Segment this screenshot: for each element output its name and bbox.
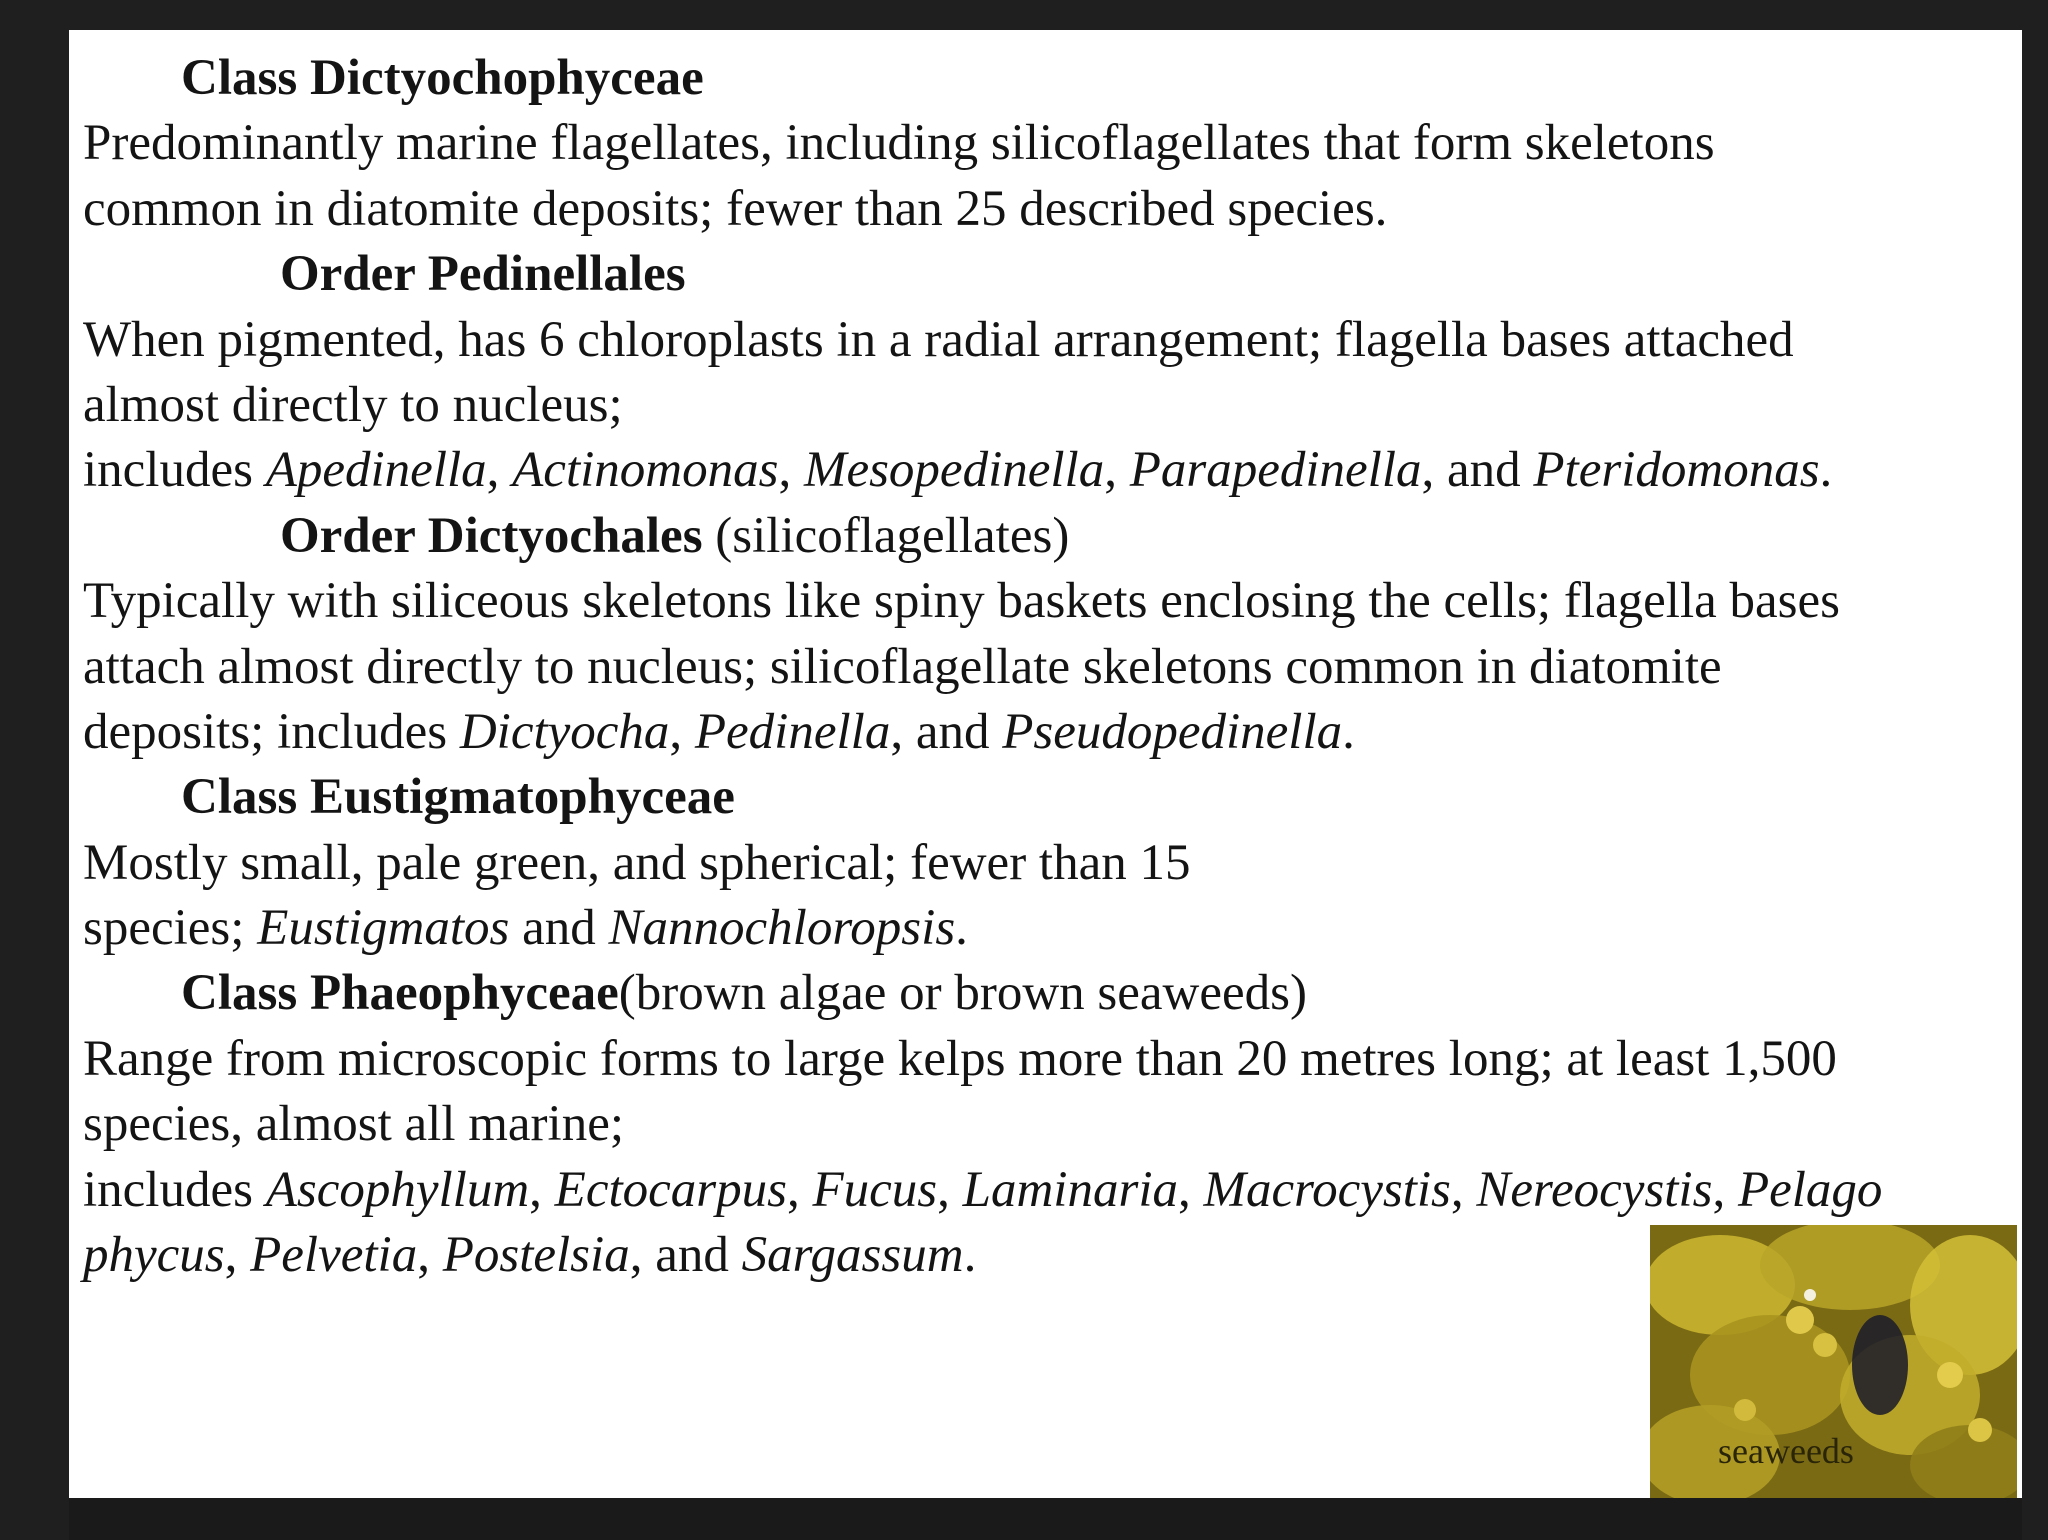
dark-gap — [1852, 1315, 1908, 1415]
class-subtitle: (brown algae or brown seaweeds) — [618, 965, 1307, 1022]
text-fragment: . — [1819, 442, 1833, 499]
genus-name: Eustigmatos — [257, 900, 510, 957]
genus-name: Pseudopedinella — [1002, 703, 1343, 760]
text-fragment: , — [417, 1227, 443, 1284]
genera-list-line — [83, 1158, 2018, 1223]
order-title: Order Pedinellales — [280, 246, 686, 303]
paragraph-line: Mostly small, pale green, and spherical; fewer than 15 — [83, 834, 1191, 891]
text-fragment: . — [1342, 703, 1355, 760]
text-fragment: , and — [1421, 442, 1534, 499]
paragraph-line: Range from microscopic forms to large kelps more than 20 metres long; at least 1,500 — [83, 1030, 1837, 1087]
text-fragment: includes — [83, 442, 266, 499]
air-bladder — [1786, 1306, 1814, 1334]
genera-list-line — [83, 700, 2018, 765]
genus-name: Parapedinella — [1129, 442, 1422, 499]
text-fragment: . — [955, 900, 968, 957]
genus-name: Pteridomonas — [1533, 442, 1820, 499]
text-fragment: , — [1178, 1161, 1204, 1218]
order-dictyochales-heading — [83, 504, 2018, 569]
text-fragment: , — [778, 442, 804, 499]
text-fragment: , — [669, 703, 695, 760]
bottom-bar — [69, 1498, 2022, 1540]
genus-name: Fucus — [812, 1161, 938, 1218]
text-fragment: includes — [83, 1161, 266, 1218]
genus-name: Pedinella — [694, 703, 891, 760]
paragraph-line: attach almost directly to nucleus; silicoflagellate skeletons common in diatomite — [83, 638, 1722, 695]
seaweed-photo — [1650, 1225, 2017, 1498]
order-subtitle: (silicoflagellates) — [702, 507, 1070, 564]
air-bladder — [1813, 1333, 1837, 1357]
paragraph-line: almost directly to nucleus; — [83, 376, 623, 433]
genus-name: Apedinella — [265, 442, 487, 499]
text-fragment: , — [1104, 442, 1130, 499]
text-fragment: and — [509, 900, 609, 957]
genus-name: Pelago — [1737, 1161, 1883, 1218]
paragraph-line: When pigmented, has 6 chloroplasts in a radial arrangement; flagella bases attached — [83, 311, 1794, 368]
genus-name: Nannochloropsis — [608, 900, 956, 957]
paragraph-line: Typically with siliceous skeletons like spiny baskets enclosing the cells; flagella bases — [83, 573, 1840, 630]
text-fragment: , and — [629, 1227, 742, 1284]
text-fragment: , — [529, 1161, 555, 1218]
highlight — [1804, 1289, 1816, 1301]
genus-name: Macrocystis — [1203, 1161, 1451, 1218]
genus-name: Ectocarpus — [554, 1161, 787, 1218]
photo-caption: seaweeds — [1718, 1431, 1854, 1471]
slide-text — [83, 46, 2018, 1288]
text-fragment: , — [486, 442, 513, 499]
class-title: Class Phaeophyceae — [181, 965, 619, 1022]
air-bladder — [1937, 1362, 1963, 1388]
text-fragment: species; — [83, 900, 258, 957]
class-eustigmatophyceae-heading — [83, 765, 2018, 830]
order-title: Order Dictyochales — [280, 507, 703, 564]
genus-name: Mesopedinella — [803, 442, 1105, 499]
text-fragment: , — [224, 1227, 251, 1284]
genera-list-line — [83, 896, 2018, 961]
genus-name: Laminaria — [962, 1161, 1178, 1218]
text-fragment: deposits; includes — [83, 703, 460, 760]
text-fragment: . — [963, 1227, 977, 1284]
genus-name: Pelvetia — [250, 1227, 418, 1284]
text-fragment: , — [937, 1161, 963, 1218]
class-dictyochophyceae-heading — [83, 46, 2018, 111]
paragraph-line: common in diatomite deposits; fewer than 25 described species. — [83, 180, 1388, 237]
genus-name: Ascophyllum — [265, 1161, 530, 1218]
text-fragment: , — [1712, 1161, 1738, 1218]
genus-name: Postelsia — [442, 1227, 630, 1284]
paragraph-line: species, almost all marine; — [83, 1096, 625, 1153]
text-fragment: , — [1450, 1161, 1477, 1218]
air-bladder — [1968, 1418, 1992, 1442]
air-bladder — [1734, 1399, 1756, 1421]
genus-name: phycus — [83, 1227, 225, 1284]
genera-list-line — [83, 438, 2018, 503]
genus-name: Actinomonas — [512, 442, 779, 499]
class-phaeophyceae-heading — [83, 961, 2018, 1026]
genus-name: Nereocystis — [1476, 1161, 1713, 1218]
text-fragment: , — [786, 1161, 813, 1218]
genus-name: Sargassum — [741, 1227, 964, 1284]
class-title: Class Dictyochophyceae — [181, 50, 704, 106]
order-pedinellales-heading — [83, 242, 2018, 307]
paragraph-line: Predominantly marine flagellates, including silicoflagellates that form skeletons — [83, 115, 1715, 172]
text-fragment: , and — [890, 703, 1003, 760]
slide — [69, 30, 2022, 1498]
class-title: Class Eustigmatophyceae — [181, 769, 735, 826]
genus-name: Dictyocha — [459, 703, 670, 760]
